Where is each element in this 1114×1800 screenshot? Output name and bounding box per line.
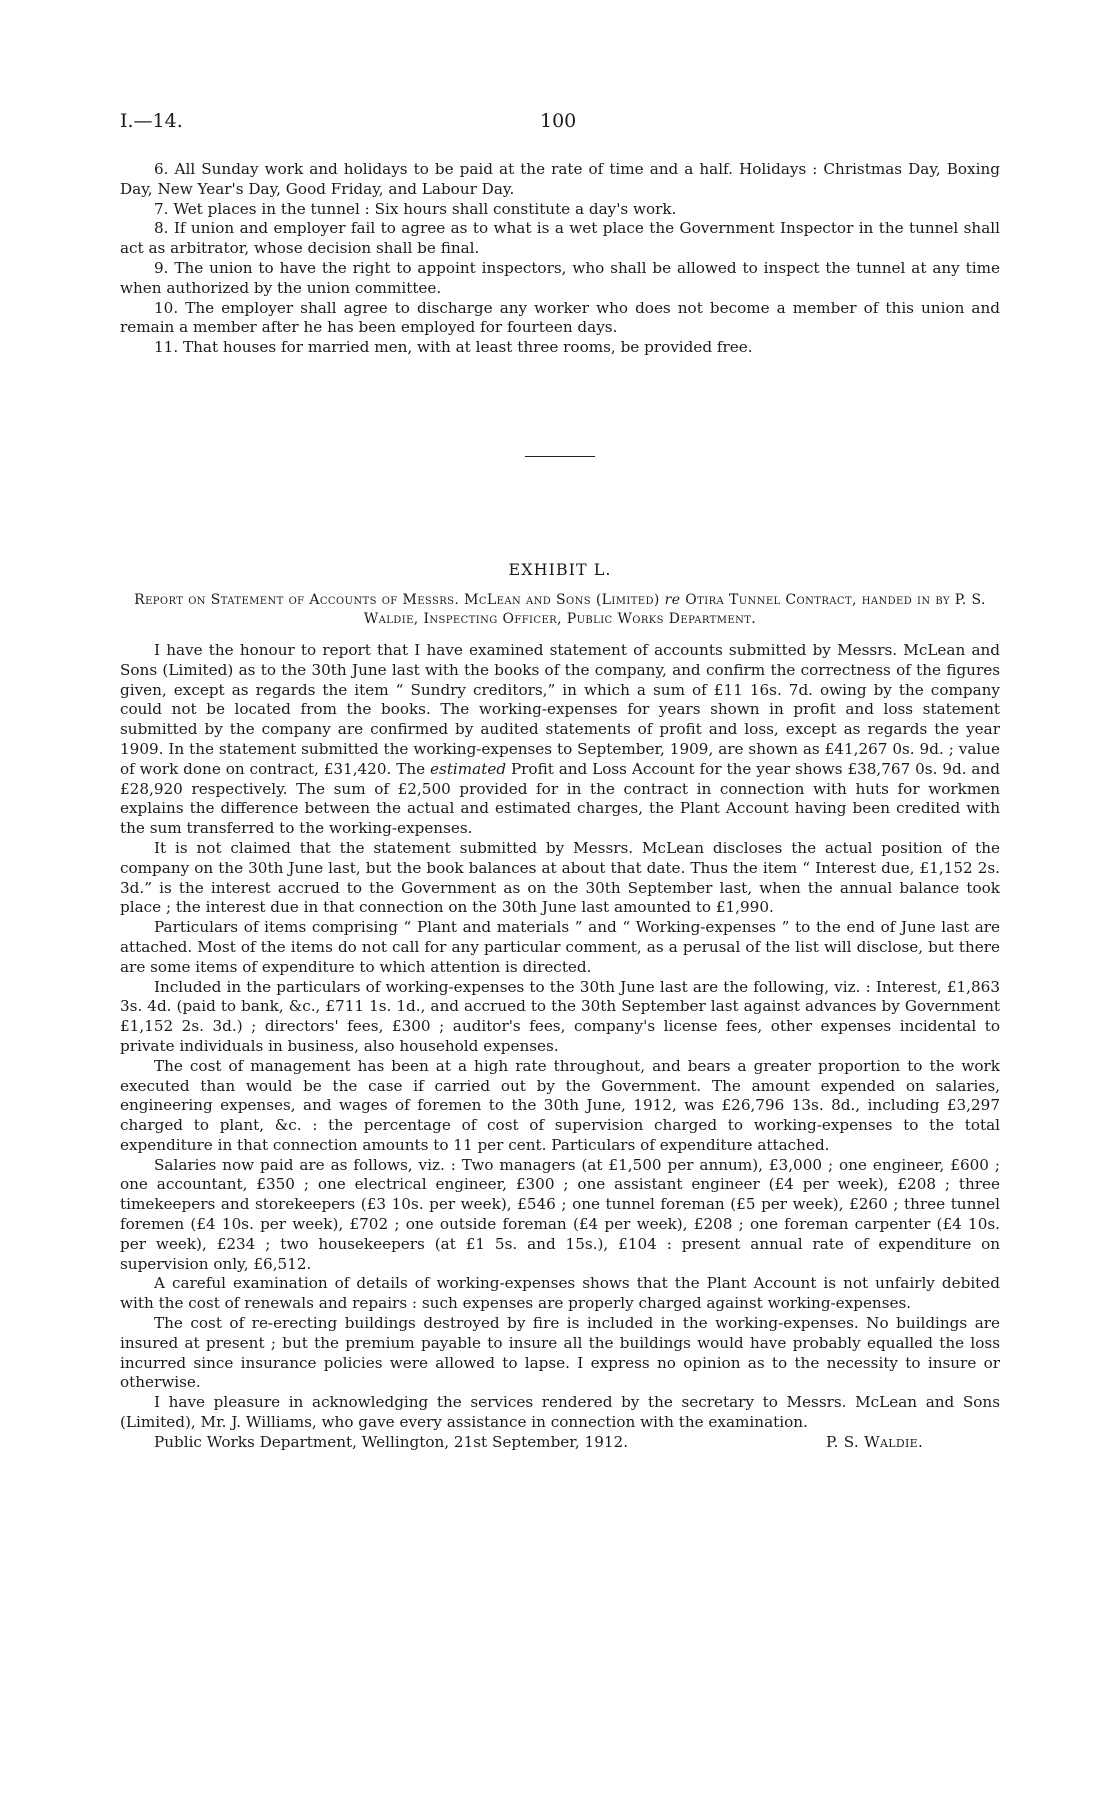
report-paragraph-9: I have pleasure in acknowledging the services rendered by the secretary to Messrs. McLean and Sons (Limited), Mr. J. Williams, who gave every assistance in connection with the examination.: [120, 1393, 1000, 1432]
signatory-name: P. S. Waldie.: [826, 1432, 924, 1451]
document-page: [120, 110, 1000, 1453]
union-demands-list: [120, 160, 1000, 358]
clause-7: 7. Wet places in the tunnel : Six hours shall constitute a day's work.: [154, 199, 677, 218]
clause-11: 11. That houses for married men, with at least three rooms, be provided free.: [154, 338, 753, 357]
exhibit-title: EXHIBIT L.: [508, 559, 612, 579]
place-and-date: Public Works Department, Wellington, 21st September, 1912.: [154, 1432, 629, 1451]
clause-6: 6. All Sunday work and holidays to be paid at the rate of time and a half. Holidays : Christmas Day, Boxing Day, New Year's Day, Good Friday, and Labour Day.: [120, 160, 1000, 198]
clause-10: 10. The employer shall agree to discharge any worker who does not become a member of this union and remain a member after he has been employed for fourteen days.: [120, 298, 1000, 337]
paragraph-1-part2: Profit and Loss Account for the year shows £38,767 0s. 9d. and £28,920 respectively. The sum of £2,500 provided for in the contract in connection with huts for workmen explains the difference between the actual and estimated charges, the Plant Account having been credited with the sum transferred to the working-expenses.: [120, 759, 1000, 838]
section-divider: [525, 456, 595, 457]
report-title-part2: Otira Tunnel Contract, handed in by P. S. Waldie, Inspecting Officer, Public Works Department.: [363, 591, 986, 627]
report-paragraph-1: [120, 641, 1000, 839]
report-title-re: re: [664, 591, 681, 608]
report-paragraph-5: The cost of management has been at a high rate throughout, and bears a greater proportion to the work executed than would be the case if carried out by the Government. The amount expended on salaries, engineering expenses, and wages of foremen to the 30th June, 1912, was £26,796 13s. 8d., including £3,297 charged to plant, &c. : the percentage of cost of supervision charged to working-expenses to the total expenditure in that connection amounts to 11 per cent. Particulars of expenditure attached.: [120, 1056, 1000, 1154]
paragraph-1-italic: estimated: [430, 759, 507, 778]
report-title-part1: Report on Statement of Accounts of Messrs. McLean and Sons (Limited): [134, 591, 660, 608]
report-paragraph-7: A careful examination of details of working-expenses shows that the Plant Account is not unfairly debited with the cost of renewals and repairs : such expenses are properly charged against working-expenses.: [120, 1274, 1000, 1313]
page-header: [120, 110, 1000, 146]
report-title: [120, 591, 1000, 629]
parliamentary-paper-reference: I.—14.: [120, 110, 183, 132]
paragraph-1-part1: I have the honour to report that I have examined statement of accounts submitted by Messrs. McLean and Sons (Limited) as to the 30th June last with the books of the company, and confirm the correctness of the figures given, except as regards the item “ Sundry creditors,” in which a sum of £11 16s. 7d. owing by the company could not be located from the books. The working-expenses for years shown in profit and loss statement submitted by the company are confirmed by audited statements of profit and loss, except as regards the year 1909. In the statement submitted the working-expenses to September, 1909, are shown as £41,267 0s. 9d. ; value of work done on contract, £31,420. The: [120, 640, 1000, 778]
page-number: 100: [540, 110, 577, 132]
report-paragraph-2: It is not claimed that the statement submitted by Messrs. McLean discloses the actual position of the company on the 30th June last, but the book balances at about that date. Thus the item “ Interest due, £1,152 2s. 3d.” is the interest accrued to the Government as on the 30th September last, when the annual balance took place ; the interest due in that connection on the 30th June last amounted to £1,990.: [120, 838, 1000, 917]
report-paragraph-6: Salaries now paid are as follows, viz. : Two managers (at £1,500 per annum), £3,000 ; one engineer, £600 ; one accountant, £350 ; one electrical engineer, £300 ; one assistant engineer (£4 per week), £208 ; three timekeepers and storekeepers (£3 10s. per week), £546 ; one tunnel foreman (£5 per week), £260 ; three tunnel foremen (£4 10s. per week), £702 ; one outside foreman (£4 per week), £208 ; one foreman carpenter (£4 10s. per week), £234 ; two housekeepers (at £1 5s. and 15s.), £104 : present annual rate of expenditure on supervision only, £6,512.: [120, 1155, 1000, 1273]
report-paragraph-3: Particulars of items comprising “ Plant and materials ” and “ Working-expenses ” to the end of June last are attached. Most of the items do not call for any particular comment, as a perusal of the list will disclose, but there are some items of expenditure to which attention is directed.: [120, 918, 1000, 976]
clause-8: 8. If union and employer fail to agree as to what is a wet place the Government Inspector in the tunnel shall act as arbitrator, whose decision shall be final.: [120, 219, 1000, 258]
signoff-line: [120, 1433, 1000, 1453]
report-paragraph-8: The cost of re-erecting buildings destroyed by fire is included in the working-expenses. No buildings are insured at present ; but the premium payable to insure all the buildings would have probably equalled the loss incurred since insurance policies were allowed to lapse. I express no opinion as to the necessity to insure or otherwise.: [120, 1314, 1000, 1392]
report-body: [120, 641, 1000, 1433]
clause-9: 9. The union to have the right to appoint inspectors, who shall be allowed to inspect the tunnel at any time when authorized by the union committee.: [120, 258, 1000, 297]
report-paragraph-4: Included in the particulars of working-expenses to the 30th June last are the following, viz. : Interest, £1,863 3s. 4d. (paid to bank, &c., £711 1s. 1d., and accrued to the 30th September last against advances by Government £1,152 2s. 3d.) ; directors' fees, £300 ; auditor's fees, company's license fees, other expenses incidental to private individuals in business, also household expenses.: [120, 977, 1000, 1055]
